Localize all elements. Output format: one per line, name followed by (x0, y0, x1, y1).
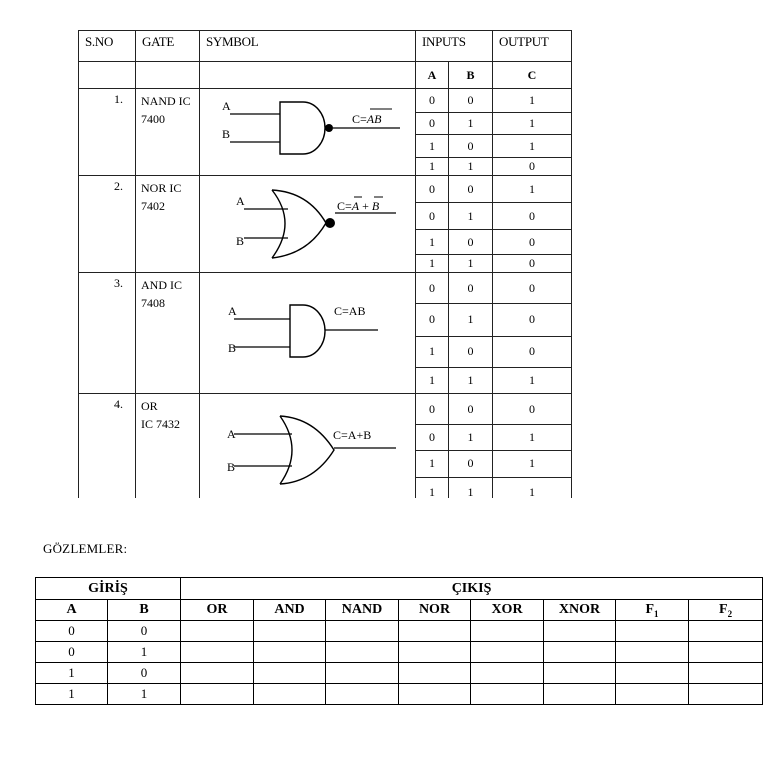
output-cell[interactable] (254, 642, 326, 663)
truth-cell: 0 (416, 112, 449, 135)
gate-name: NOR IC (141, 181, 182, 195)
truth-cell: 1 (449, 304, 493, 336)
observations-title: GÖZLEMLER: (43, 541, 128, 556)
gate-symbol-cell (200, 273, 416, 394)
gate-name-cell (136, 394, 200, 499)
output-cell[interactable] (181, 684, 254, 705)
output-cell[interactable] (399, 684, 471, 705)
nand-formula: C=AB (352, 112, 382, 126)
truth-cell: 0 (449, 394, 493, 425)
output-cell[interactable] (689, 621, 763, 642)
output-cell[interactable] (616, 663, 689, 684)
header-symbol: SYMBOL (200, 31, 416, 62)
column-header-or: OR (181, 600, 254, 621)
output-cell[interactable] (689, 684, 763, 705)
input-a-label: A (222, 99, 231, 113)
output-cell[interactable] (544, 621, 616, 642)
input-b-label: B (228, 341, 237, 355)
truth-cell: 1 (493, 450, 572, 477)
output-cell[interactable] (544, 684, 616, 705)
header-sno: S.NO (79, 31, 136, 62)
subheader-c: C (493, 62, 572, 89)
input-group-header: GİRİŞ (36, 578, 181, 600)
truth-cell: 1 (416, 367, 449, 393)
gate-reference-table-image (78, 30, 572, 498)
truth-cell: 0 (416, 273, 449, 304)
gate-reference-table (78, 30, 572, 498)
output-cell[interactable] (399, 621, 471, 642)
gate-name: OR (141, 399, 158, 413)
output-cell[interactable] (254, 663, 326, 684)
gate-sno: 3. (79, 273, 136, 394)
column-header-nand: NAND (326, 600, 399, 621)
gate-symbol-cell (200, 89, 416, 176)
gate-symbol-cell (200, 176, 416, 273)
truth-cell: 1 (416, 230, 449, 255)
output-group-header: ÇIKIŞ (181, 578, 763, 600)
truth-cell: 1 (493, 425, 572, 451)
input-b-label: B (227, 460, 236, 474)
output-cell[interactable] (471, 642, 544, 663)
table-row (36, 663, 763, 684)
input-a-label: A (228, 304, 237, 318)
truth-cell: 0 (493, 394, 572, 425)
output-cell[interactable] (616, 684, 689, 705)
gate-ic: 7408 (141, 296, 165, 310)
column-header-nor: NOR (399, 600, 471, 621)
truth-cell: 1 (493, 112, 572, 135)
input-a-cell: 1 (36, 663, 108, 684)
column-header-xnor: XNOR (544, 600, 616, 621)
input-a-cell: 0 (36, 621, 108, 642)
truth-cell: 0 (416, 394, 449, 425)
output-cell[interactable] (326, 642, 399, 663)
gate-symbol-cell (200, 394, 416, 499)
column-header-and: AND (254, 600, 326, 621)
column-header-f2: $F_2$ (689, 600, 763, 621)
truth-cell: 0 (493, 203, 572, 230)
input-a-label: A (227, 427, 236, 441)
gate-name-cell (136, 89, 200, 176)
output-cell[interactable] (689, 663, 763, 684)
output-cell[interactable] (399, 663, 471, 684)
truth-cell: 0 (493, 304, 572, 336)
truth-cell: 1 (416, 450, 449, 477)
output-cell[interactable] (544, 663, 616, 684)
truth-cell: 0 (449, 230, 493, 255)
truth-cell: 1 (416, 157, 449, 175)
truth-cell: 0 (416, 203, 449, 230)
gate-ic: IC 7432 (141, 417, 180, 431)
header-gate: GATE (136, 31, 200, 62)
header-inputs: INPUTS (416, 31, 493, 62)
input-a-cell: 0 (36, 642, 108, 663)
output-cell[interactable] (326, 621, 399, 642)
input-b-label: B (222, 127, 231, 141)
input-b-label: B (236, 234, 245, 248)
truth-cell: 1 (449, 157, 493, 175)
header-output: OUTPUT (493, 31, 572, 62)
truth-cell: 0 (493, 336, 572, 367)
gate-name-cell (136, 273, 200, 394)
output-cell[interactable] (326, 663, 399, 684)
truth-cell: 1 (449, 367, 493, 393)
input-b-cell: 1 (108, 642, 181, 663)
truth-cell: 0 (416, 304, 449, 336)
truth-cell: 1 (449, 477, 493, 498)
truth-cell: 0 (416, 176, 449, 203)
truth-cell: 0 (449, 89, 493, 113)
gate-ic: 7400 (141, 112, 165, 126)
gate-ic: 7402 (141, 199, 165, 213)
observations-table (35, 577, 763, 705)
nor-formula: C=A + B (337, 199, 380, 213)
and-gate-symbol (200, 273, 416, 389)
truth-cell: 0 (416, 425, 449, 451)
truth-cell: 1 (449, 203, 493, 230)
truth-cell: 1 (416, 255, 449, 273)
truth-cell: 1 (493, 367, 572, 393)
output-cell[interactable] (254, 684, 326, 705)
input-a-label: A (236, 194, 245, 208)
truth-cell: 0 (449, 450, 493, 477)
truth-cell: 0 (449, 336, 493, 367)
gate-sno: 1. (79, 89, 136, 176)
truth-cell: 1 (449, 255, 493, 273)
nor-gate-symbol (200, 176, 416, 268)
truth-cell: 1 (493, 89, 572, 113)
gate-name-cell (136, 176, 200, 273)
column-header-f1: $F_1$ (616, 600, 689, 621)
table-row (36, 684, 763, 705)
table-row (36, 642, 763, 663)
input-b-cell: 0 (108, 621, 181, 642)
truth-cell: 0 (416, 89, 449, 113)
column-header-b: B (108, 600, 181, 621)
output-cell[interactable] (471, 684, 544, 705)
truth-cell: 0 (449, 176, 493, 203)
subheader-a: A (416, 62, 449, 89)
output-cell[interactable] (471, 663, 544, 684)
output-cell[interactable] (326, 684, 399, 705)
truth-cell: 1 (449, 112, 493, 135)
output-cell[interactable] (689, 642, 763, 663)
output-cell[interactable] (471, 621, 544, 642)
or-formula: C=A+B (333, 428, 372, 442)
truth-cell: 1 (493, 176, 572, 203)
truth-cell: 0 (449, 135, 493, 158)
output-cell[interactable] (254, 621, 326, 642)
output-cell[interactable] (616, 621, 689, 642)
subheader-b: B (449, 62, 493, 89)
output-cell[interactable] (181, 642, 254, 663)
truth-cell: 0 (493, 255, 572, 273)
output-cell[interactable] (181, 621, 254, 642)
truth-cell: 1 (416, 477, 449, 498)
truth-cell: 1 (493, 135, 572, 158)
truth-cell: 1 (449, 425, 493, 451)
input-b-cell: 1 (108, 684, 181, 705)
truth-cell: 1 (416, 135, 449, 158)
input-b-cell: 0 (108, 663, 181, 684)
truth-cell: 1 (416, 336, 449, 367)
truth-cell: 0 (493, 273, 572, 304)
table-row (36, 621, 763, 642)
input-a-cell: 1 (36, 684, 108, 705)
output-cell[interactable] (616, 642, 689, 663)
and-formula: C=AB (334, 304, 366, 318)
gate-name: NAND IC (141, 94, 191, 108)
truth-cell: 0 (493, 230, 572, 255)
output-cell[interactable] (544, 642, 616, 663)
truth-cell: 0 (493, 157, 572, 175)
output-cell[interactable] (399, 642, 471, 663)
gate-name: AND IC (141, 278, 182, 292)
gate-sno: 2. (79, 176, 136, 273)
output-cell[interactable] (181, 663, 254, 684)
or-gate-symbol (200, 394, 416, 498)
column-header-xor: XOR (471, 600, 544, 621)
nand-gate-symbol (200, 89, 416, 171)
gate-sno: 4. (79, 394, 136, 499)
truth-cell: 0 (449, 273, 493, 304)
truth-cell: 1 (493, 477, 572, 498)
column-header-a: A (36, 600, 108, 621)
